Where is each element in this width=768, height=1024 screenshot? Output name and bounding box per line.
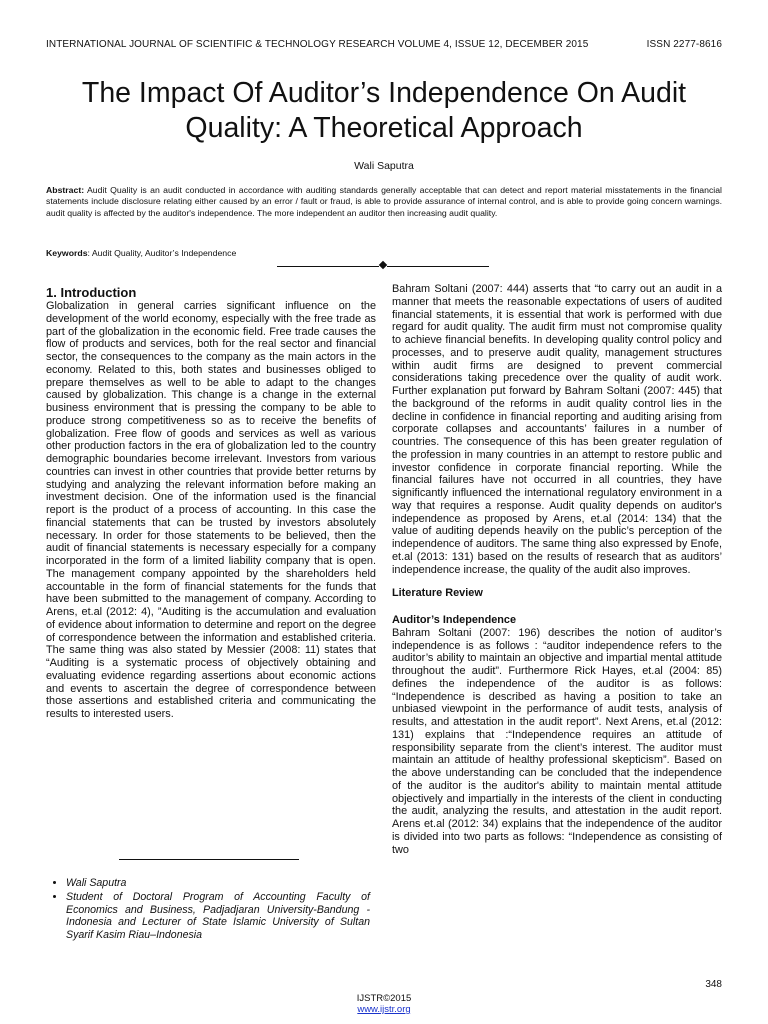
divider-line-left [277,266,379,267]
journal-header [46,39,722,50]
footnote-rule [119,859,299,860]
right-column [392,283,722,856]
footnote-affiliation: • Student of Doctoral Program of Accounting Faculty of Economics and Business, Padjadjaran University-Bandung - Indonesia and Lecturer of State Islamic University of Sultan Syarif Kasim Riau–Indonesia [66,891,370,942]
footer-website-link[interactable]: www.ijstr.org [357,1004,411,1015]
footnote-author: • Wali Saputra [66,877,370,890]
issn: ISSN 2277-8616 [646,39,722,50]
footer-copyright: IJSTR©2015 [356,993,412,1004]
abstract-text: Audit Quality is an audit conducted in accordance with auditing standards generally acceptable that can detect and report material misstatements in the financial statements include disclosure relating either caused by an error / fault or fraud, is able to provide assurance of internal control, and is able to provide going concern warnings. audit quality is affected by the auditor's independence. The more independent an auditor then increasing audit quality. [46,185,722,218]
introduction-text: Globalization in general carries significant influence on the development of the world economy, especially with the free trade as part of the globalization in the economic field. Free trade causes the flow of products and services, both for the real sector and financial sector, the consequences to the company as the main actors in the economy. Related to this, both states and businesses obliged to prepare themselves as well to be able to adapt to the changes caused by globalization. This change is a change in the external business environment that is pressing the company to be able to produce strong competitiveness so as to receive the benefits of globalization. Free flow of goods and services as well as various other production factors in the era of globalization led to the country demographic boundaries become irrelevant. Investors from various countries can invest in other countries that provide better returns by studying and analyzing the relevant information before making an investment decision. One of the information used is the financial report is the product of a process of accounting. In this case the financial statements that can be trusted by investors absolutely necessary. In order for those statements to be believed, then the audit of financial statements is necessary especially for a company incorporated in the form of a limited liability company that is open. The management company appointed by the shareholders held accountable in the form of financial statements for the funds that have been submitted to the management of company. According to Arens, et.al (2012: 4), ”Auditing is the accumulation and evaluation of evidence about information to determine and report on the degree of correspondence between the information and established criteria. The same thing was also stated by Messier (2008: 11) states that “Auditing is a systematic process of objectively obtaining and evaluating evidence regarding assertions about economic actions and events to ascertain the degree of correspondence between those assertions and established criteria and communicating the results to interested users. [46,300,376,720]
paper-title: The Impact Of Auditor’s Independence On Audit Quality: A Theoretical Approach [81,77,687,144]
left-column [46,300,376,721]
author-name: Wali Saputra [354,160,414,172]
divider-diamond-icon [379,261,387,269]
page-footer [0,993,768,1015]
keywords-text: : Audit Quality, Auditor’s Independence [87,248,237,258]
divider-line-right [387,266,489,267]
abstract [46,185,722,219]
keywords-label: Keywords [46,248,88,258]
abstract-label: Abstract: [46,185,85,195]
right-paragraph-1: Bahram Soltani (2007: 444) asserts that “to carry out an audit in a manner that meets the reasonable expectations of users of audited financial statements, it is essential that work is performed with due regard for audit quality. The audit firm must not compromise quality to achieve financial benefits. In developing quality control policy and processes, and to preserve audit quality, management structures within audit firms are designed to prevent commercial considerations taking precedence over the quality of audit work. Further explanation put forward by Bahram Soltani (2007: 445) that the background of the reforms in audit quality control lies in the decline in confidence in financial reporting and auditing arising from corporate collapses and accountants’ failures in a number of countries. The consequence of this has been greater regulation of the profession in many countries in an attempt to restore public and investor confidence in corporate financial reporting. While the financial failures have not occurred in all countries, they have significantly influenced the international regulatory environment in a way that requires a response. Audit quality depends on auditor's independence as proposed by Arens, et.al (2014: 134) that the value of auditing depends heavily on the public’s perception of the independence of auditors. The same thing also expressed by Enofe, et.al (2013: 131) based on the results of research that as auditors’ independence increase, the quality of the audit also improves. [392,283,722,576]
keywords [46,248,722,258]
section-divider [277,262,489,270]
right-paragraph-2: Bahram Soltani (2007: 196) describes the notion of auditor’s independence is as follows : “auditor independence refers to the auditor’s ability to maintain an objective and impartial mental attitude throughout the audit”. Furthermore Rick Hayes, et.al (2004: 85) defines the independence of the auditor is as follows: “Independence is described as having a position to take an unbiased viewpoint in the performance of audit tests, analysis of results, and attestation in the audit report”. Next Arens, et.al (2012: 131) explains that :“Independence requires an attitude of responsibility separate from the client’s interest. The auditor must maintain an attitude of healthy professional skepticism”. Based on the above understanding can be concluded that the independence of the auditor is the auditor's ability to maintain mental attitude objectively and impartially in the interests of the client in conducting the audit, analyzing the results, and attestation in the audit report. Arens et.al (2012: 34) explains that the independence of the auditor is divided into two parts as follows: “Independence as consisting of two [392,626,722,856]
auditor-independence-heading: Auditor’s Independence [392,614,517,626]
page-number: 348 [705,979,722,990]
literature-review-heading: Literature Review [392,587,483,600]
introduction-heading: 1. Introduction [46,285,137,300]
journal-name: INTERNATIONAL JOURNAL OF SCIENTIFIC & TECHNOLOGY RESEARCH VOLUME 4, ISSUE 12, DECEMBER 2015 [46,39,589,50]
footnotes [50,877,370,943]
